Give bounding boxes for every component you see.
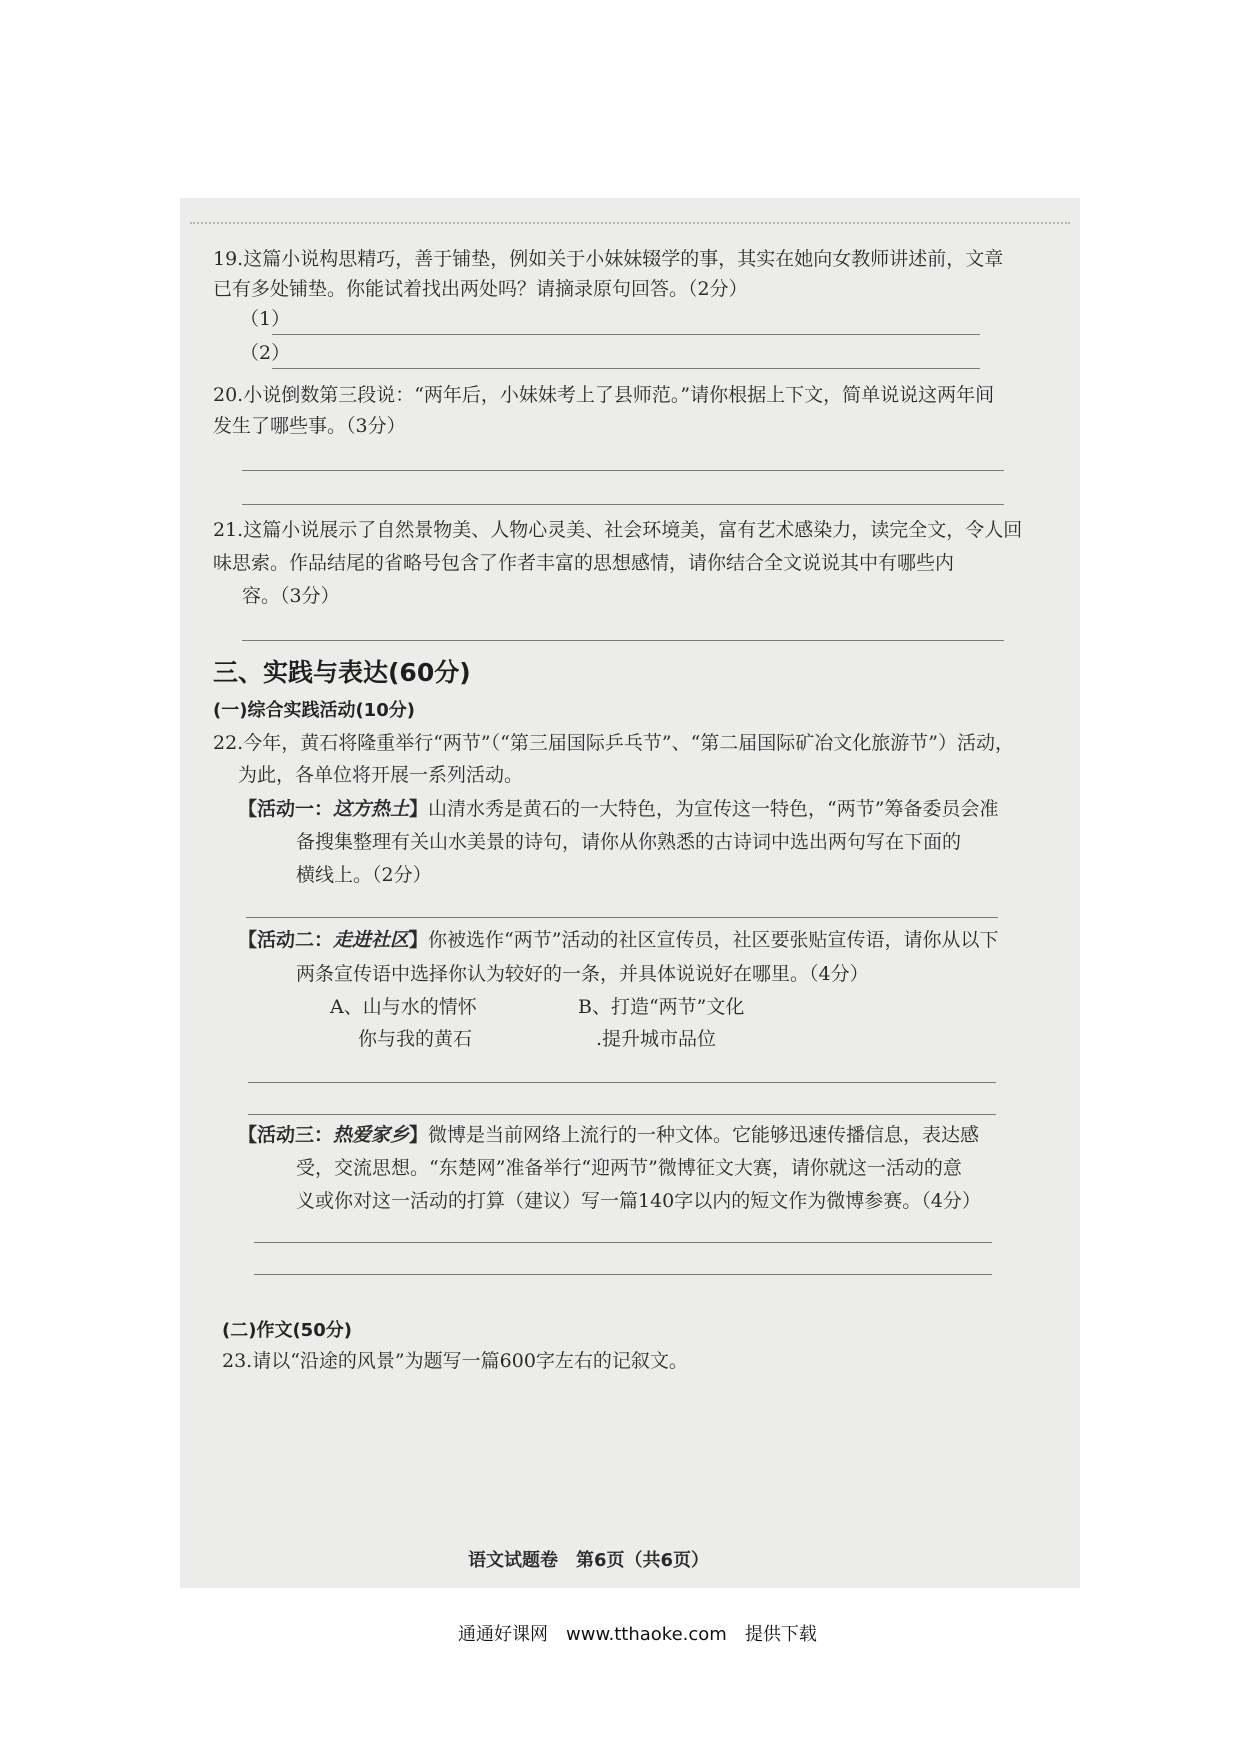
activity3-line1 xyxy=(238,1122,979,1148)
q19-answer-line-2[interactable] xyxy=(272,368,980,369)
activity2-line2: 两条宣传语中选择你认为较好的一条，并具体说说好在哪里。（4分） xyxy=(296,963,869,985)
q21-answer-line[interactable] xyxy=(242,640,1004,641)
activity2-name: 走进社区 xyxy=(333,929,410,951)
option-b-line1: B、打造“两节”文化 xyxy=(578,996,745,1018)
activity2-bracket-open: 【活动二： xyxy=(238,929,334,951)
q21-text-line3: 容。（3分） xyxy=(242,585,340,607)
activity2-text: 你被选作“两节”活动的社区宣传员，社区要张贴宣传语，请你从以下 xyxy=(428,929,999,951)
activity2-bracket-close: 】 xyxy=(409,929,429,951)
download-credit: 通通好课网 www.tthaoke.com 提供下载 xyxy=(458,1624,817,1645)
q19-answer-line-1[interactable] xyxy=(272,334,980,335)
q21-text-line1: 21.这篇小说展示了自然景物美、人物心灵美、社会环境美，富有艺术感染力，读完全文，令人回 xyxy=(213,519,1023,541)
activity1-line2: 备搜集整理有关山水美景的诗句，请你从你熟悉的古诗词中选出两句写在下面的 xyxy=(296,831,962,853)
q19-blank2-label: （2） xyxy=(240,342,291,364)
activity3-name: 热爱家乡 xyxy=(333,1124,410,1146)
activity1-name: 这方热土 xyxy=(333,798,410,820)
q22-text-line1: 22.今年，黄石将隆重举行“两节”（“第三届国际乒乓节”、“第二届国际矿冶文化旅游节”）活动， xyxy=(213,732,1014,754)
activity1-text: 山清水秀是黄石的一大特色，为宣传这一特色，“两节”筹备委员会准 xyxy=(428,798,999,820)
section3-title: 三、实践与表达(60分) xyxy=(213,658,471,687)
option-a-line2: 你与我的黄石 xyxy=(358,1028,473,1050)
q20-answer-line-1[interactable] xyxy=(242,470,1004,471)
activity1-line1 xyxy=(238,796,998,822)
activity1-bracket-open: 【活动一： xyxy=(238,798,334,820)
activity1-line3: 横线上。（2分） xyxy=(296,864,432,886)
activity1-bracket-close: 】 xyxy=(409,798,429,820)
q20-answer-line-2[interactable] xyxy=(242,504,1004,505)
option-a-line1: A、山与水的情怀 xyxy=(330,996,477,1018)
q19-blank1-label: （1） xyxy=(240,308,291,330)
part1-title: (一)综合实践活动(10分) xyxy=(213,700,415,721)
q22-text-line2: 为此，各单位将开展一系列活动。 xyxy=(238,764,524,786)
option-b-line2: .提升城市品位 xyxy=(596,1028,717,1050)
activity3-bracket-close: 】 xyxy=(409,1124,429,1146)
q20-text-line2: 发生了哪些事。（3分） xyxy=(213,415,406,437)
activity3-answer-line-1[interactable] xyxy=(254,1242,992,1243)
q19-text-line2: 已有多处铺垫。你能试着找出两处吗？请摘录原句回答。（2分） xyxy=(213,278,748,300)
part2-title: (二)作文(50分) xyxy=(222,1320,352,1341)
activity3-answer-line-2[interactable] xyxy=(254,1274,992,1275)
activity3-line3: 义或你对这一活动的打算（建议）写一篇140字以内的短文作为微博参赛。（4分） xyxy=(296,1190,981,1212)
activity2-line1 xyxy=(238,927,998,953)
activity2-answer-line-2[interactable] xyxy=(248,1114,996,1115)
page-footer: 语文试题卷 第6页（共6页） xyxy=(468,1550,710,1571)
q21-text-line2: 味思索。作品结尾的省略号包含了作者丰富的思想感情，请你结合全文说说其中有哪些内 xyxy=(213,552,955,574)
activity2-answer-line-1[interactable] xyxy=(248,1082,996,1083)
activity3-line2: 受，交流思想。“东楚网”准备举行“迎两节”微博征文大赛，请你就这一活动的意 xyxy=(296,1157,962,1179)
q23-text: 23.请以“沿途的风景”为题写一篇600字左右的记叙文。 xyxy=(222,1350,688,1372)
dotted-separator xyxy=(190,222,1070,224)
activity1-answer-line[interactable] xyxy=(246,917,998,918)
activity3-bracket-open: 【活动三： xyxy=(238,1124,334,1146)
q19-text-line1: 19.这篇小说构思精巧，善于铺垫，例如关于小妹妹辍学的事，其实在她向女教师讲述前，文章 xyxy=(213,248,1004,270)
q20-text-line1: 20.小说倒数第三段说：“两年后，小妹妹考上了县师范。”请你根据上下文，简单说说这两年间 xyxy=(213,384,995,406)
activity3-text: 微博是当前网络上流行的一种文体。它能够迅速传播信息，表达感 xyxy=(428,1124,980,1146)
